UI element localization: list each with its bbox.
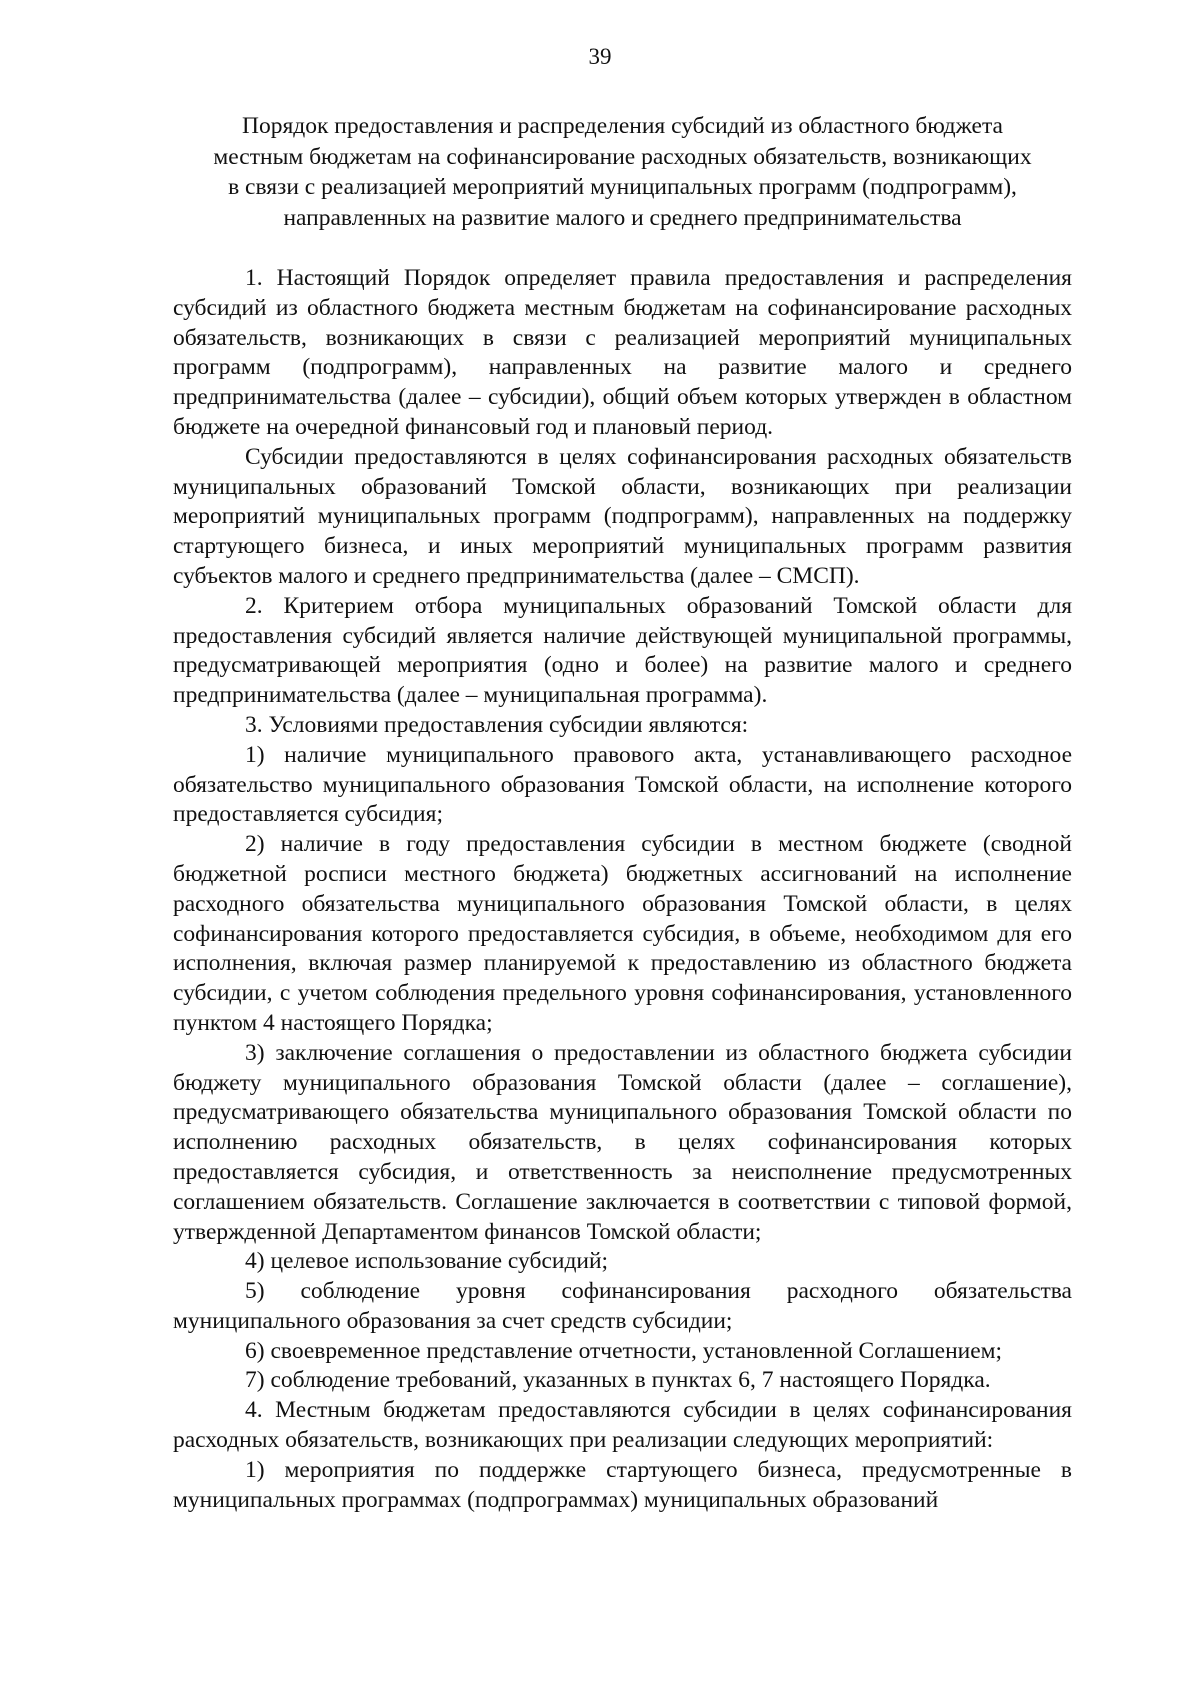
activity-item-1: 1) мероприятия по поддержке стартующего бизнеса, предусмотренные в муниципальных программах (подпрограммах) муниципальных образований (173, 1456, 1072, 1513)
paragraph-1: 1. Настоящий Порядок определяет правила предоставления и распределения субсидий из областного бюджета местным бюджетам на софинансирование расходных обязательств, возникающих в связи с реализацией мероприятий муниципальных программ (подпрограмм), направленных на развитие малого и среднего предпринимательства (далее – субсидии), общий объем которых утвержден в областном бюджете на очередной финансовый год и плановый период. (173, 265, 1072, 440)
condition-item-4: 4) целевое использование субсидий; (245, 1248, 609, 1275)
document-title (173, 111, 1072, 233)
document-title-line: в связи с реализацией мероприятий муниципальных программ (подпрограмм), (228, 174, 1017, 200)
document-title-line: Порядок предоставления и распределения субсидий из областного бюджета (242, 113, 1003, 139)
condition-item-3: 3) заключение соглашения о предоставлении из областного бюджета субсидии бюджету муниципального образования Томской области (далее – соглашение), предусматривающего обязательства муниципального образования Томской области по исполнению расходных обязательств, в целях софинансирования которых предоставляется субсидия, и ответственность за неисполнение предусмотренных соглашением обязательств. Соглашение заключается в соответствии с типовой формой, утвержденной Департаментом финансов Томской области; (173, 1039, 1072, 1245)
paragraph-4: 4. Местным бюджетам предоставляются субсидии в целях софинансирования расходных обязательств, возникающих при реализации следующих мероприятий: (173, 1397, 1072, 1454)
condition-item-1: 1) наличие муниципального правового акта, устанавливающего расходное обязательство муниципального образования Томской области, на исполнение которого предоставляется субсидия; (173, 741, 1072, 828)
document-body (173, 264, 1072, 1515)
page-number: 39 (588, 44, 612, 69)
document-title-line: направленных на развитие малого и среднего предпринимательства (283, 204, 962, 231)
condition-item-6: 6) своевременное представление отчетности, установленной Соглашением; (245, 1337, 1003, 1364)
condition-item-7: 7) соблюдение требований, указанных в пунктах 6, 7 настоящего Порядка. (245, 1367, 991, 1394)
condition-item-2: 2) наличие в году предоставления субсидии в местном бюджете (сводной бюджетной росписи местного бюджета) бюджетных ассигнований на исполнение расходного обязательства муниципального образования Томской области, в целях софинансирования которого предоставляется субсидия, в объеме, необходимом для его исполнения, включая размер планируемой к предоставлению из областного бюджета субсидии, с учетом соблюдения предельного уровня софинансирования, установленного пунктом 4 настоящего Порядка; (173, 831, 1072, 1036)
document-title-line: местным бюджетам на софинансирование расходных обязательств, возникающих (213, 143, 1032, 170)
condition-item-5: 5) соблюдение уровня софинансирования расходного обязательства муниципального образования за счет средств субсидии; (173, 1278, 1072, 1334)
paragraph-3: 3. Условиями предоставления субсидии являются: (245, 711, 749, 738)
paragraph-2: 2. Критерием отбора муниципальных образований Томской области для предоставления субсидий является наличие действующей муниципальной программы, предусматривающей мероприятия (одно и более) на развитие малого и среднего предпринимательства (далее – муниципальная программа). (173, 592, 1072, 709)
paragraph-subsidy-purpose: Субсидии предоставляются в целях софинансирования расходных обязательств муниципальных образований Томской области, возникающих при реализации мероприятий муниципальных программ (подпрограмм), направленных на поддержку стартующего бизнеса, и иных мероприятий муниципальных программ развития субъектов малого и среднего предпринимательства (далее – СМСП). (173, 443, 1072, 589)
